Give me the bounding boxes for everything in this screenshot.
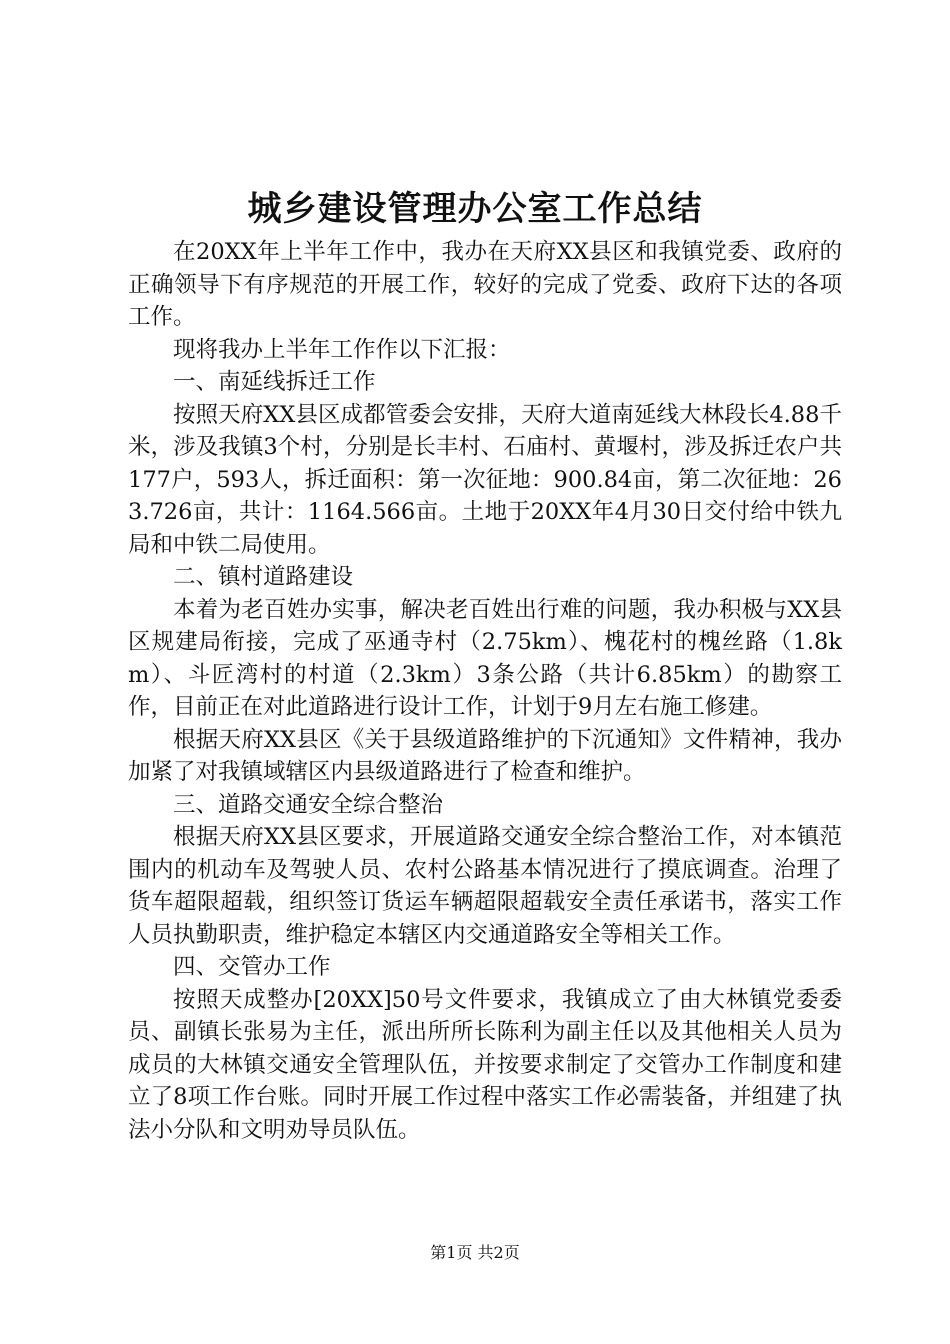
paragraph-demolition: 按照天府XX县区成都管委会安排，天府大道南延线大林段长4.88千米，涉及我镇3个村，分别是长丰村、石庙村、黄堰村，涉及拆迁农户共177户，593人，拆迁面积：第一次征地：900.84亩，第二次征地：263.726亩，共计：1164.566亩。土地于20XX年4月30日交付给中铁九局和中铁二局使用。	[128, 401, 842, 558]
section-heading-2: 二、镇村道路建设	[173, 564, 354, 590]
document-body	[128, 236, 842, 1146]
paragraph-road-maintenance: 根据天府XX县区《关于县级道路维护的下沉通知》文件精神，我办加紧了对我镇域辖区内县级道路进行了检查和维护。	[128, 726, 842, 785]
section-heading-4: 四、交管办工作	[173, 954, 331, 980]
paragraph-traffic-safety: 根据天府XX县区要求，开展道路交通安全综合整治工作，对本镇范围内的机动车及驾驶人员、农村公路基本情况进行了摸底调查。治理了货车超限超载，组织签订货运车辆超限超载安全责任承诺书，落实工作人员执勤职责，维护稳定本辖区内交通道路安全等相关工作。	[128, 824, 842, 948]
paragraph-traffic-office: 按照天成整办[20XX]50号文件要求，我镇成立了由大林镇党委委员、副镇长张易为主任，派出所所长陈利为副主任以及其他相关人员为成员的大林镇交通安全管理队伍，并按要求制定了交管办工作制度和建立了8项工作台账。同时开展工作过程中落实工作必需装备，并组建了执法小分队和文明劝导员队伍。	[128, 986, 842, 1143]
section-heading-3: 三、道路交通安全综合整治	[173, 791, 444, 818]
paragraph-intro: 在20XX年上半年工作中，我办在天府XX县区和我镇党委、政府的正确领导下有序规范的开展工作，较好的完成了党委、政府下达的各项工作。	[128, 239, 842, 330]
section-heading-1: 一、南延线拆迁工作	[173, 369, 376, 395]
page-number: 第1页 共2页	[430, 1243, 520, 1262]
document-title: 城乡建设管理办公室工作总结	[247, 189, 703, 229]
paragraph-road-construction: 本着为老百姓办实事，解决老百姓出行难的问题，我办积极与XX县区规建局衔接，完成了巫通寺村（2.75km）、槐花村的槐丝路（1.8km）、斗匠湾村的村道（2.3km）3条公路（共计6.85km）的勘察工作，目前正在对此道路进行设计工作，计划于9月左右施工修建。	[128, 596, 842, 720]
paragraph-report-lead: 现将我办上半年工作作以下汇报：	[173, 336, 511, 363]
